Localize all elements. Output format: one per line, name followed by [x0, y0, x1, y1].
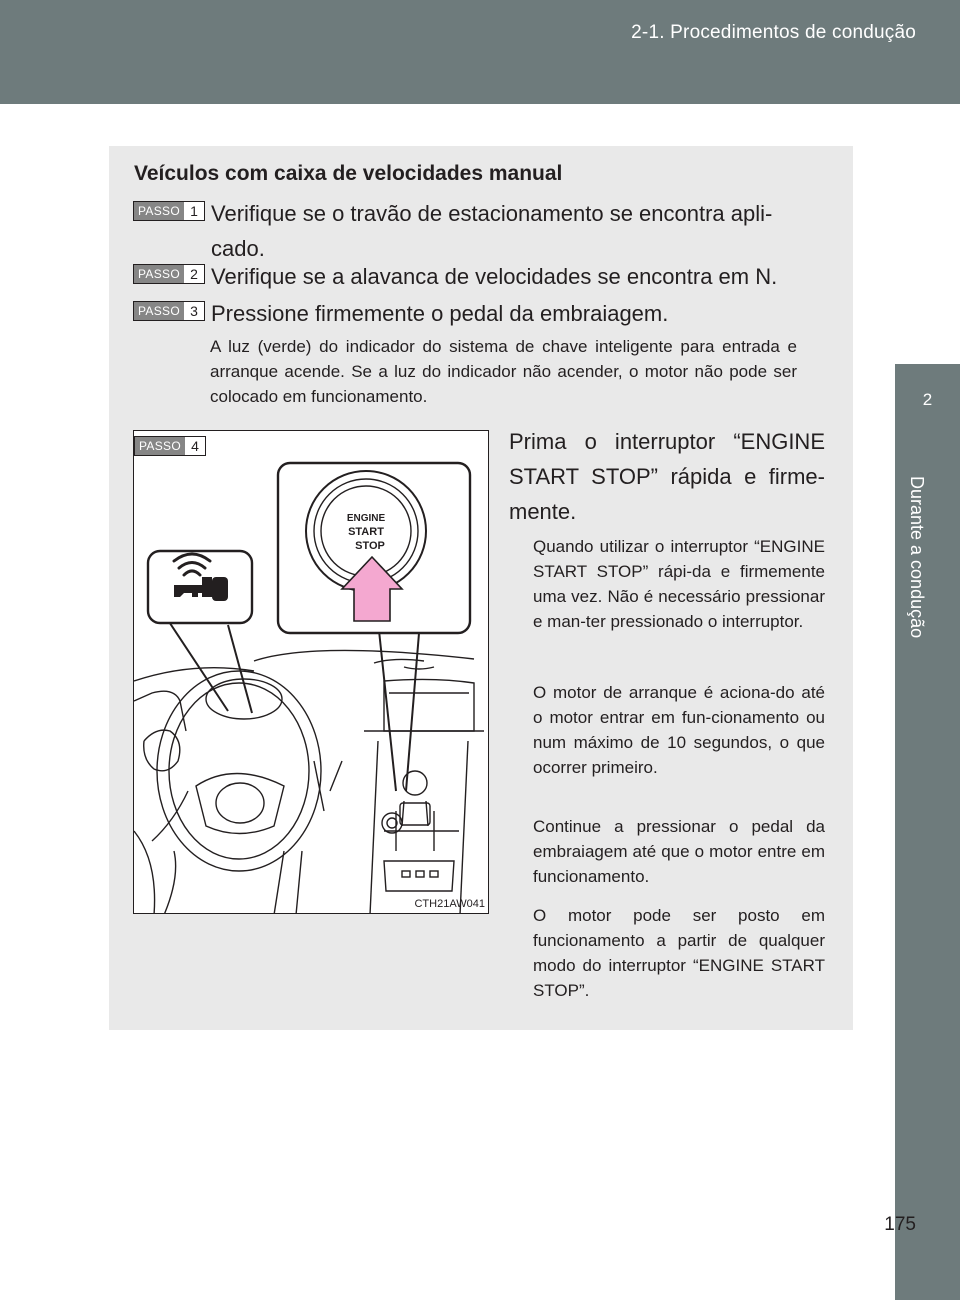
step-4-text: Prima o interruptor “ENGINE START STOP” rápida e firme-mente.	[509, 429, 825, 524]
step-badge-number: 3	[184, 302, 204, 320]
step-text: Verifique se o travão de estacionamento se encontra apli-cado.	[211, 201, 773, 261]
step-badge	[133, 201, 205, 221]
step-4-note: Continue a pressionar o pedal da embraiagem até que o motor entre em funcionamento.	[533, 817, 825, 886]
step-text: Verifique se a alavanca de velocidades se encontra em N.	[211, 264, 778, 289]
button-text-line-2: START	[348, 526, 384, 538]
step-4-note: O motor pode ser posto em funcionamento a partir de qualquer modo do interruptor “ENGINE START STOP”.	[533, 906, 825, 1000]
figure-code: CTH21AW041	[414, 898, 485, 910]
step-badge-number: 2	[184, 265, 204, 283]
chapter-side-tab	[895, 364, 960, 1300]
content-panel	[109, 146, 853, 1030]
step-text: Pressione firmemente o pedal da embraiagem.	[211, 301, 669, 326]
header-bar	[0, 0, 960, 104]
chapter-title: Durante a condução	[907, 476, 927, 639]
step-badge-label: PASSO	[135, 437, 185, 455]
step-badge-label: PASSO	[134, 265, 184, 283]
step-badge-label: PASSO	[134, 202, 184, 220]
step-4-note: Quando utilizar o interruptor “ENGINE START STOP” rápi-da e firmemente uma vez. Não é necessário pressionar e man-ter pressionado o interruptor.	[533, 537, 825, 631]
page-number: 175	[884, 1214, 916, 1235]
step-badge	[134, 436, 206, 456]
illustration-drawing	[134, 431, 489, 914]
step-badge-number: 1	[184, 202, 204, 220]
section-title: 2-1. Procedimentos de condução	[631, 22, 916, 43]
engine-start-illustration	[133, 430, 489, 914]
step-badge	[133, 301, 205, 321]
step-badge	[133, 264, 205, 284]
step-badge-number: 4	[185, 437, 205, 455]
button-text-line-1: ENGINE	[346, 513, 386, 524]
step-3-note: A luz (verde) do indicador do sistema de chave inteligente para entrada e arranque acende. Se a luz do indicador não acender, o motor não pode ser colocado em funcionamento.	[210, 337, 797, 406]
button-text-line-3: STOP	[355, 540, 385, 552]
chapter-number: 2	[922, 390, 933, 409]
section-heading: Veículos com caixa de velocidades manual	[134, 162, 563, 185]
step-badge-label: PASSO	[134, 302, 184, 320]
step-4-note: O motor de arranque é aciona-do até o motor entrar em fun-cionamento ou num máximo de 10 segundos, o que ocorrer primeiro.	[533, 683, 825, 777]
